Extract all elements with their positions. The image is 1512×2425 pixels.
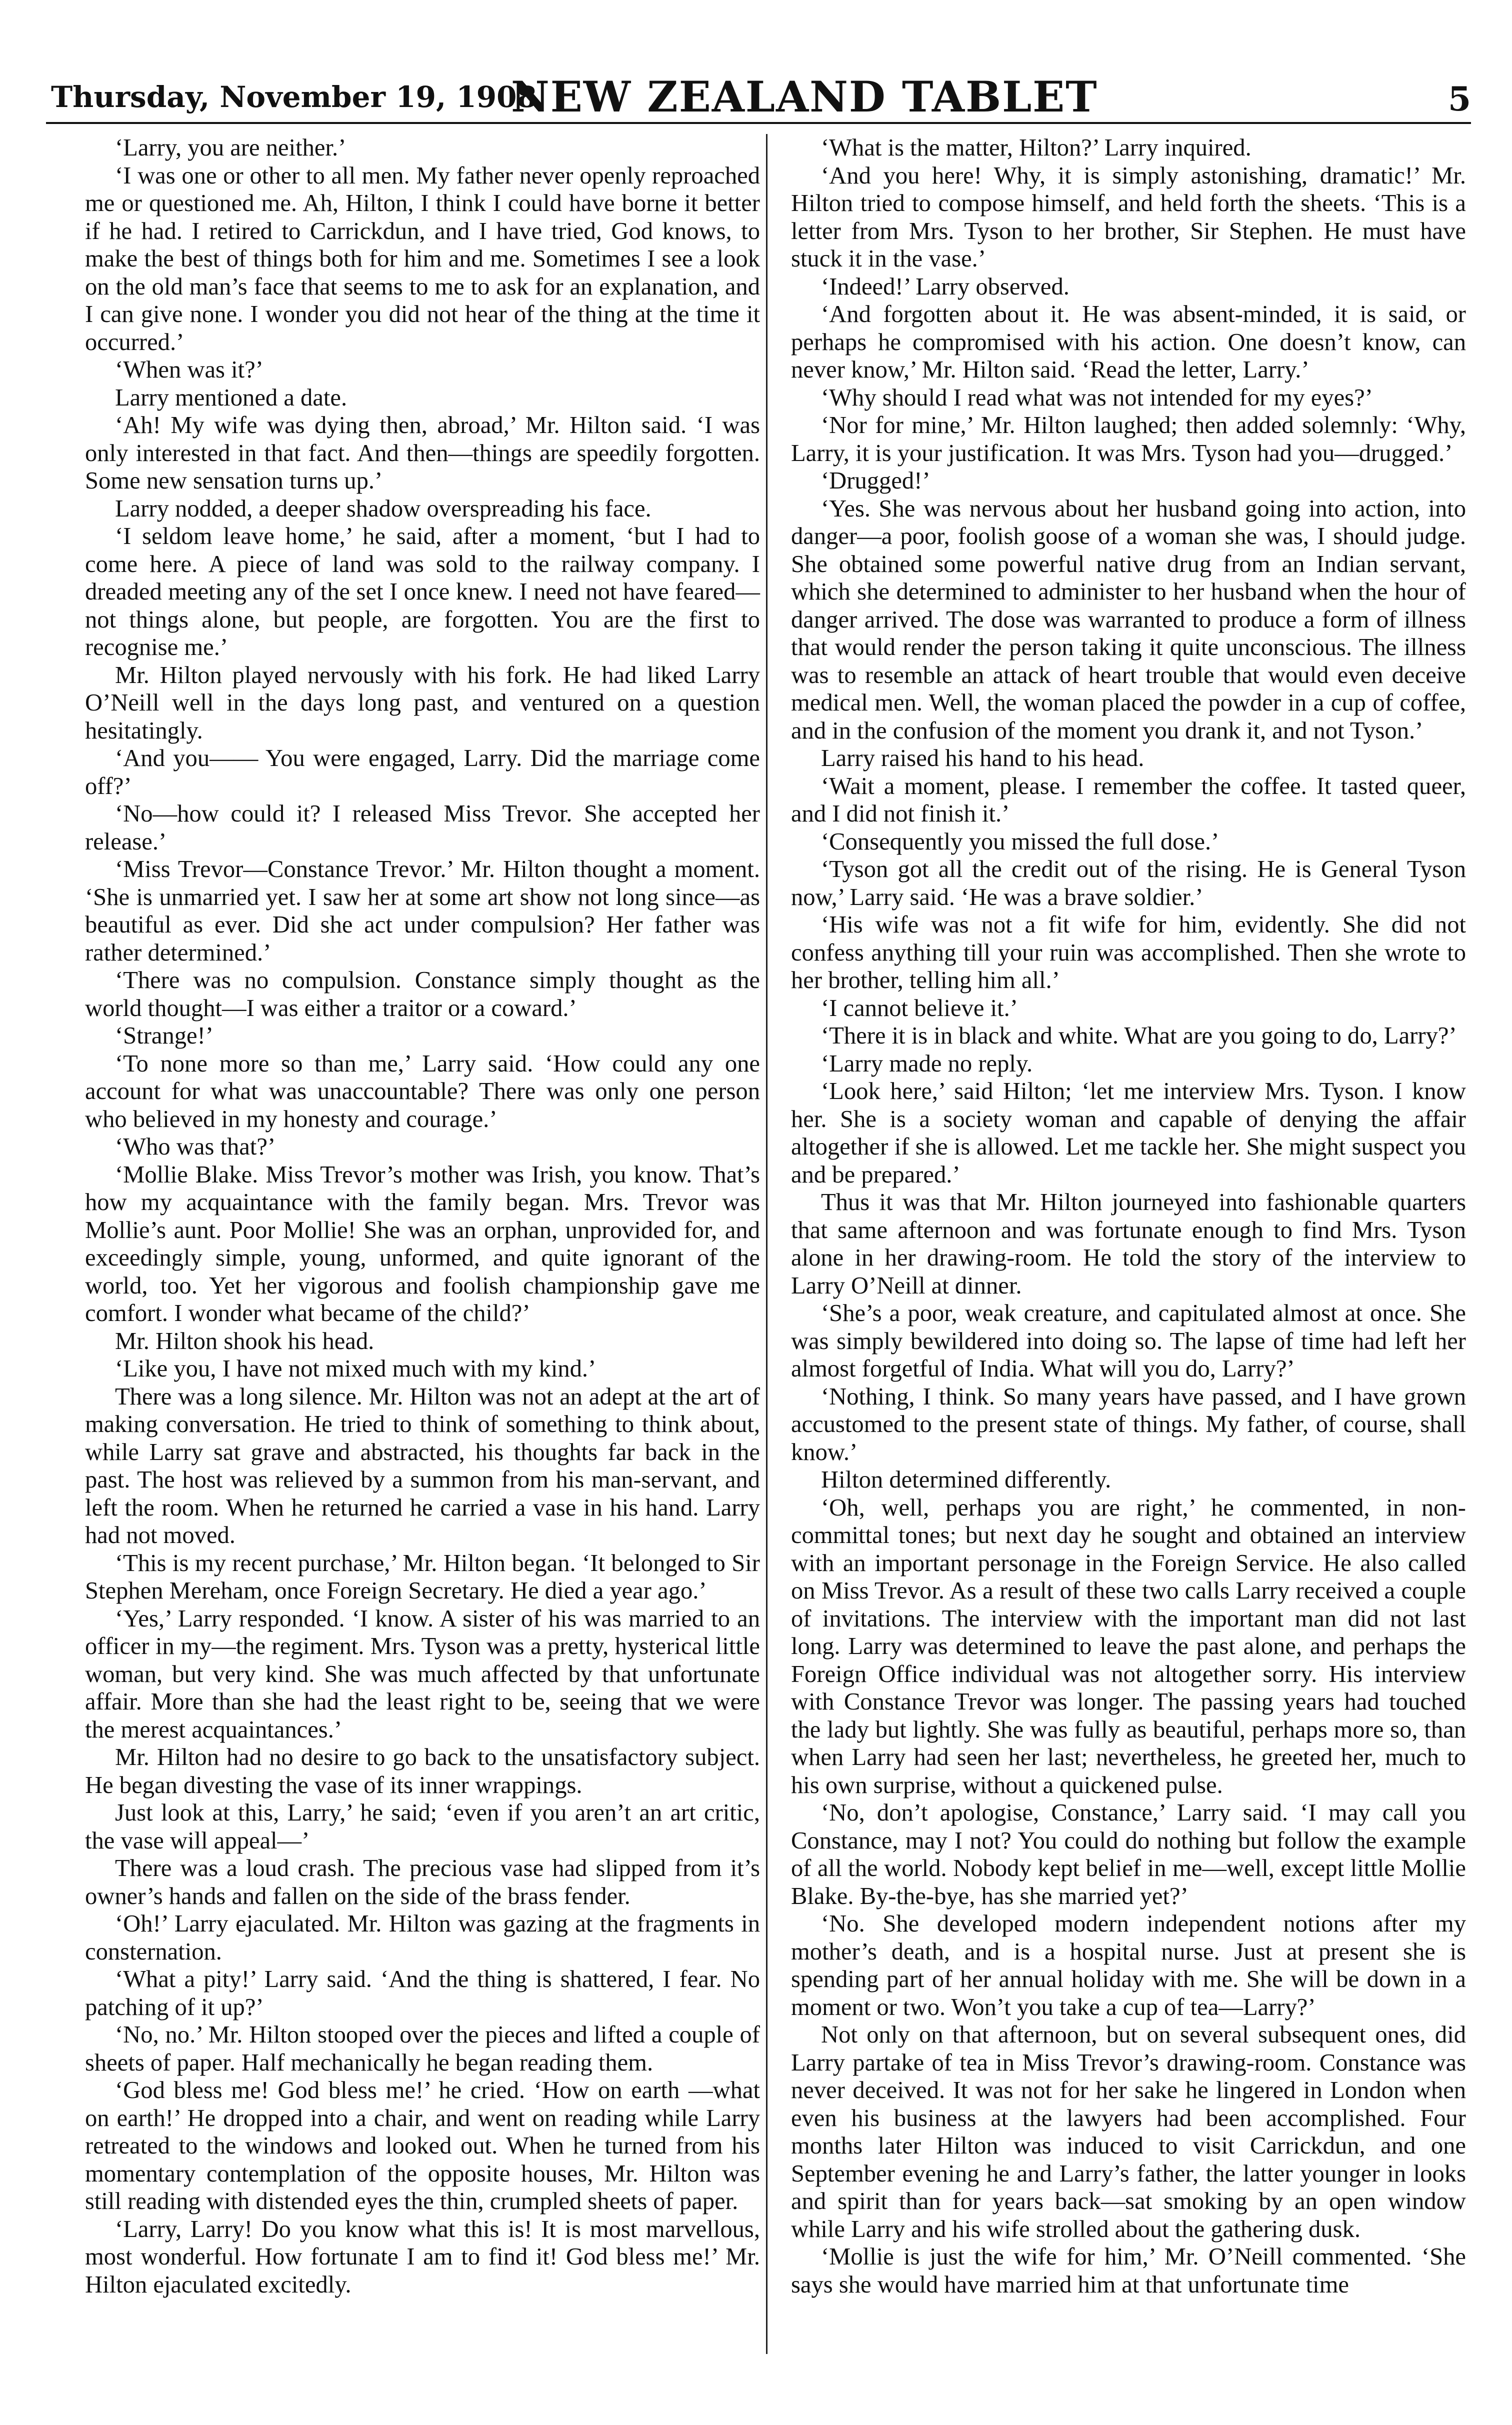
paragraph: Just look at this, Larry,’ he said; ‘even if you aren’t an art critic, the vase will appeal—’ <box>85 1799 760 1854</box>
paragraph: ‘There it is in black and white. What are you going to do, Larry?’ <box>821 1022 1457 1049</box>
paragraph: Larry nodded, a deeper shadow overspreading his face. <box>115 494 652 522</box>
paragraph: ‘There was no compulsion. Constance simply thought as the world thought—I was either a traitor or a coward.’ <box>85 966 760 1022</box>
paragraph: Hilton determined differently. <box>821 1466 1112 1493</box>
paragraph: ‘And you here! Why, it is simply astonishing, dramatic!’ Mr. Hilton tried to compose himself, and held forth the sheets. ‘This is a letter from Mrs. Tyson to her brother, Sir Stephen. He must have stuck it in the vase.’ <box>791 162 1466 272</box>
paragraph: ‘Who was that?’ <box>115 1133 276 1160</box>
paragraph: ‘What a pity!’ Larry said. ‘And the thing is shattered, I fear. No patching of it up?’ <box>85 1966 760 2020</box>
paragraph: ‘Look here,’ said Hilton; ‘let me interview Mrs. Tyson. I know her. She is a society woman and capable of denying the affair altogether if she is allowed. Let me tackle her. She might suspect you and be prepared.’ <box>791 1078 1466 1188</box>
paragraph: ‘I cannot believe it.’ <box>821 994 1018 1022</box>
paragraph: ‘To none more so than me,’ Larry said. ‘How could any one account for what was unaccountable? There was only one person who believed in my honesty and courage.’ <box>85 1050 760 1132</box>
newspaper-title: NEW ZEALAND TABLET <box>511 72 1098 122</box>
masthead <box>46 72 1471 125</box>
paragraph: ‘Yes. She was nervous about her husband going into action, into danger—a poor, foolish goose of a woman she was, I should judge. She obtained some powerful native drug from an Indian servant, which she determined to administer to her husband when the hour of danger arrived. The dose was warranted to produce a form of illness that would render the person taking it quite unconscious. The illness was to resemble an attack of heart trouble that would even deceive medical men. Well, the woman placed the powder in a cup of coffee, and in the confusion of the moment you drank it, and not Tyson.’ <box>791 494 1466 744</box>
paragraph: ‘Nothing, I think. So many years have passed, and I have grown accustomed to the present state of things. My father, of course, shall know.’ <box>791 1382 1466 1466</box>
paragraph: ‘Wait a moment, please. I remember the coffee. It tasted queer, and I did not finish it.’ <box>791 772 1466 827</box>
issue-date: Thursday, November 19, 1908 <box>51 80 537 114</box>
paragraph: ‘Strange!’ <box>115 1022 214 1049</box>
paragraph: ‘Tyson got all the credit out of the rising. He is General Tyson now,’ Larry said. ‘He was a brave soldier.’ <box>791 856 1466 910</box>
paragraph: ‘I was one or other to all men. My father never openly reproached me or questioned me. Ah, Hilton, I think I could have borne it better if he had. I retired to Carrickdun, and I have tried, God knows, to make the best of things both for him and me. Sometimes I see a look on the old man’s face that seems to me to ask for an explanation, and I can give none. I wonder you did not hear of the thing at the time it occurred.’ <box>85 162 760 356</box>
paragraph: ‘Miss Trevor—Constance Trevor.’ Mr. Hilton thought a moment. ‘She is unmarried yet. I saw her at some art show not long since—as beautiful as ever. Did she act under compulsion? Her father was rather determined.’ <box>85 856 760 966</box>
paragraph: ‘What is the matter, Hilton?’ Larry inquired. <box>821 134 1252 161</box>
paragraph: ‘No. She developed modern independent notions after my mother’s death, and is a hospital nurse. Just at present she is spending part of her annual holiday with me. She will be down in a moment or two. Won’t you take a cup of tea—Larry?’ <box>791 1910 1466 2020</box>
paragraph: ‘His wife was not a fit wife for him, evidently. She did not confess anything till your ruin was accomplished. Then she wrote to her brother, telling him all.’ <box>791 911 1466 994</box>
paragraph: ‘Mollie Blake. Miss Trevor’s mother was Irish, you know. That’s how my acquaintance with the family began. Mrs. Trevor was Mollie’s aunt. Poor Mollie! She was an orphan, unprovided for, and exceedingly simple, young, unformed, and quite ignorant of the world, too. Yet her vigorous and foolish championship gave me comfort. I wonder what became of the child?’ <box>85 1160 760 1326</box>
paragraph: There was a long silence. Mr. Hilton was not an adept at the art of making conversation. He tried to think of something to think about, while Larry sat grave and abstracted, his thoughts far back in the past. The host was relieved by a summon from his man-servant, and left the room. When he returned he carried a vase in his hand. Larry had not moved. <box>85 1382 760 1548</box>
paragraph: Mr. Hilton had no desire to go back to the unsatisfactory subject. He began divesting the vase of its inner wrappings. <box>85 1744 760 1798</box>
paragraph: ‘She’s a poor, weak creature, and capitulated almost at once. She was simply bewildered into doing so. The lapse of time had left her almost forgetful of India. What will you do, Larry?’ <box>791 1300 1466 1382</box>
paragraph: Larry raised his hand to his head. <box>821 744 1144 772</box>
paragraph: Mr. Hilton shook his head. <box>115 1327 374 1354</box>
paragraph: ‘Oh!’ Larry ejaculated. Mr. Hilton was gazing at the fragments in consternation. <box>85 1910 760 1965</box>
paragraph: Not only on that afternoon, but on several subsequent ones, did Larry partake of tea in Miss Trevor’s drawing-room. Constance was never deceived. It was not for her sake he lingered in London when even his business at the lawyers had been accomplished. Four months later Hilton was induced to visit Carrickdun, and one September evening he and Larry’s father, the latter younger in looks and spirit than for years back—sat smoking by an open window while Larry and his wife strolled about the gathering dusk. <box>791 2021 1466 2242</box>
paragraph: There was a loud crash. The precious vase had slipped from it’s owner’s hands and fallen on the side of the brass fender. <box>85 1854 760 1910</box>
paragraph: ‘No—how could it? I released Miss Trevor. She accepted her release.’ <box>85 800 760 855</box>
left-column <box>85 134 760 2298</box>
paragraph: ‘Indeed!’ Larry observed. <box>821 272 1070 300</box>
paragraph: ‘Nor for mine,’ Mr. Hilton laughed; then added solemnly: ‘Why, Larry, it is your justification. It was Mrs. Tyson had you—drugged.’ <box>791 412 1466 466</box>
paragraph: ‘Consequently you missed the full dose.’ <box>821 828 1220 855</box>
paragraph: ‘God bless me! God bless me!’ he cried. ‘How on earth —what on earth!’ He dropped into a chair, and went on reading while Larry retreated to the windows and looked out. When he turned from his momentary contemplation of the opposite houses, Mr. Hilton was still reading with distended eyes the thin, crumpled sheets of paper. <box>85 2076 760 2214</box>
page-number: 5 <box>1448 80 1471 118</box>
paragraph: ‘When was it?’ <box>115 356 264 383</box>
paragraph: ‘Why should I read what was not intended for my eyes?’ <box>821 384 1373 411</box>
paragraph: ‘This is my recent purchase,’ Mr. Hilton began. ‘It belonged to Sir Stephen Mereham, once Foreign Secretary. He died a year ago.’ <box>85 1549 760 1604</box>
paragraph: ‘Drugged!’ <box>821 467 930 494</box>
right-column <box>791 134 1466 2298</box>
paragraph: ‘Like you, I have not mixed much with my kind.’ <box>115 1355 596 1382</box>
paragraph: ‘Ah! My wife was dying then, abroad,’ Mr. Hilton said. ‘I was only interested in that fact. And then—things are speedily forgotten. Some new sensation turns up.’ <box>85 412 760 494</box>
paragraph: ‘Oh, well, perhaps you are right,’ he commented, in non-committal tones; but next day he sought and obtained an interview with an important personage in the Foreign Service. He also called on Miss Trevor. As a result of these two calls Larry received a couple of invitations. The interview with the important man did not last long. Larry was determined to leave the past alone, and perhaps the Foreign Office individual was not altogether sorry. His interview with Constance Trevor was longer. The passing years had touched the lady but lightly. She was fully as beautiful, perhaps more so, than when Larry had seen her last; nevertheless, he greeted her, much to his own surprise, without a quickened pulse. <box>791 1494 1466 1798</box>
paragraph: Larry mentioned a date. <box>115 384 348 411</box>
paragraph: ‘And forgotten about it. He was absent-minded, it is said, or perhaps he compromised with his action. One doesn’t know, can never know,’ Mr. Hilton said. ‘Read the letter, Larry.’ <box>791 300 1466 383</box>
paragraph: ‘Larry, you are neither.’ <box>115 134 346 161</box>
paragraph: ‘Larry, Larry! Do you know what this is! It is most marvellous, most wonderful. How fortunate I am to find it! God bless me!’ Mr. Hilton ejaculated excitedly. <box>85 2215 760 2298</box>
paragraph: Thus it was that Mr. Hilton journeyed into fashionable quarters that same afternoon and was fortunate enough to find Mrs. Tyson alone in her drawing-room. He told the story of the interview to Larry O’Neill at dinner. <box>791 1188 1466 1299</box>
paragraph: ‘No, don’t apologise, Constance,’ Larry said. ‘I may call you Constance, may I not? You could do nothing but follow the example of all the world. Nobody kept belief in me—well, except little Mollie Blake. By-the-bye, has she married yet?’ <box>791 1799 1466 1910</box>
paragraph: ‘Yes,’ Larry responded. ‘I know. A sister of his was married to an officer in my—the regiment. Mrs. Tyson was a pretty, hysterical little woman, but very kind. She was much affected by that unfortunate affair. More than she had the least right to be, seeing that we were the merest acquaintances.’ <box>85 1604 760 1743</box>
paragraph: ‘And you—— You were engaged, Larry. Did the marriage come off?’ <box>85 744 760 800</box>
paragraph: ‘Mollie is just the wife for him,’ Mr. O’Neill commented. ‘She says she would have married him at that unfortunate time <box>791 2243 1466 2298</box>
paragraph: Mr. Hilton played nervously with his fork. He had liked Larry O’Neill well in the days long past, and ventured on a question hesitatingly. <box>85 661 760 744</box>
paragraph: ‘I seldom leave home,’ he said, after a moment, ‘but I had to come here. A piece of land was sold to the railway company. I dreaded meeting any of the set I once knew. I need not have feared—not things alone, but people, are forgotten. You are the first to recognise me.’ <box>85 522 760 660</box>
column-divider <box>766 134 768 2354</box>
paragraph: ‘No, no.’ Mr. Hilton stooped over the pieces and lifted a couple of sheets of paper. Half mechanically he began reading them. <box>85 2021 760 2076</box>
masthead-rule <box>46 122 1471 124</box>
paragraph: ‘Larry made no reply. <box>821 1050 1033 1077</box>
